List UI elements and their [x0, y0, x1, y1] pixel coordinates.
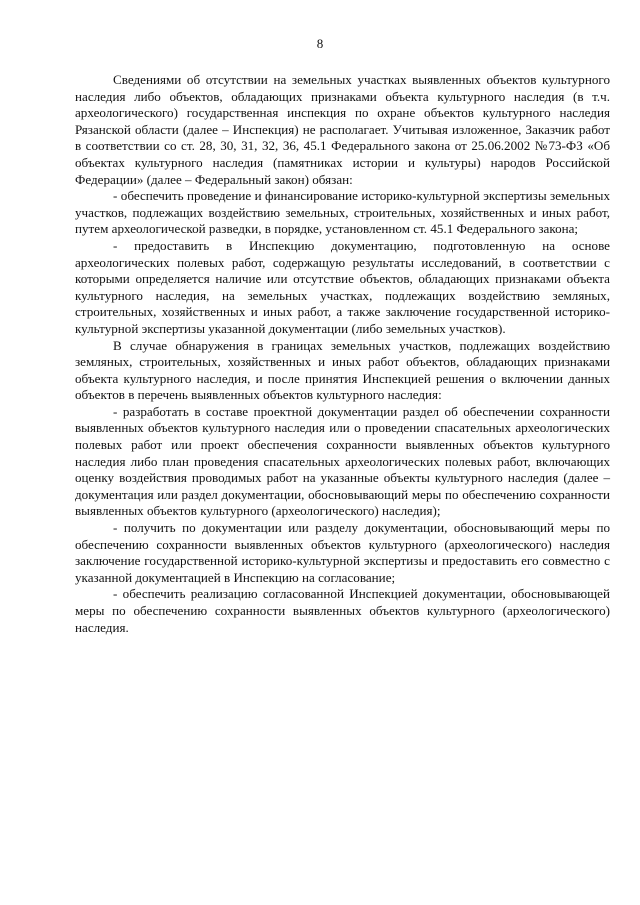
- paragraph-obligation-documentation: - предоставить в Инспекцию документацию, подготовленную на основе археологических полевых работ, содержащую результаты исследований, в соответствии с которыми определяется наличие или отсутствие объектов, обладающих признаками объекта культурного наследия, на земельных участках, подлежащих воздействию земляных, строительных, хозяйственных и иных работ, а также заключение государственной историко-культурной экспертизы указанной документации (либо земельных участков).: [75, 237, 610, 336]
- paragraph-obligation-expertise: - обеспечить проведение и финансирование историко-культурной экспертизы земельных участков, подлежащих воздействию земельных, строительных, хозяйственных и иных работ, путем археологической разведки, в порядке, установленном ст. 45.1 Федерального закона;: [75, 188, 610, 237]
- page-number: 8: [316, 36, 324, 51]
- paragraph-discovery-case: В случае обнаружения в границах земельных участков, подлежащих воздействию земляных, строительных, хозяйственных и иных работ объектов, обладающих признаками объекта культурного наследия, и после принятия Инспекцией решения о включении данных объектов в перечень выявленных объектов культурного наследия:: [75, 337, 610, 403]
- paragraph-obligation-develop-section: - разработать в составе проектной документации раздел об обеспечении сохранности выявленных объектов культурного наследия или о проведении спасательных археологических полевых работ или проект обеспечения сохранности выявленных объектов культурного наследия либо план проведения спасательных археологических полевых работ, включающих оценку воздействия проводимых работ на указанные объекты культурного наследия (далее – документация или раздел документации, обосновывающий меры по обеспечению сохранности выявленных объектов культурного (археологического) наследия);: [75, 403, 610, 519]
- paragraph-obligation-implement: - обеспечить реализацию согласованной Инспекцией документации, обосновывающей меры по обеспечению сохранности выявленных объектов культурного (археологического) наследия.: [75, 586, 610, 635]
- document-body: [75, 72, 610, 636]
- paragraph-intro: Сведениями об отсутствии на земельных участках выявленных объектов культурного наследия либо объектов, обладающих признаками объекта культурного наследия (в т.ч. археологического) государственная инспекция по охране объектов культурного наследия Рязанской области (далее – Инспекция) не располагает. Учитывая изложенное, Заказчик работ в соответствии со ст. 28, 30, 31, 32, 36, 45.1 Федерального закона от 25.06.2002 №73-ФЗ «Об объектах культурного наследия (памятниках истории и культуры) народов Российской Федерации» (далее – Федеральный закон) обязан:: [75, 72, 610, 187]
- paragraph-obligation-obtain-conclusion: - получить по документации или разделу документации, обосновывающий меры по обеспечению сохранности выявленных объектов культурного (археологического) наследия заключение государственной историко-культурной экспертизы и предоставить его совместно с указанной документацией в Инспекцию на согласование;: [75, 520, 610, 585]
